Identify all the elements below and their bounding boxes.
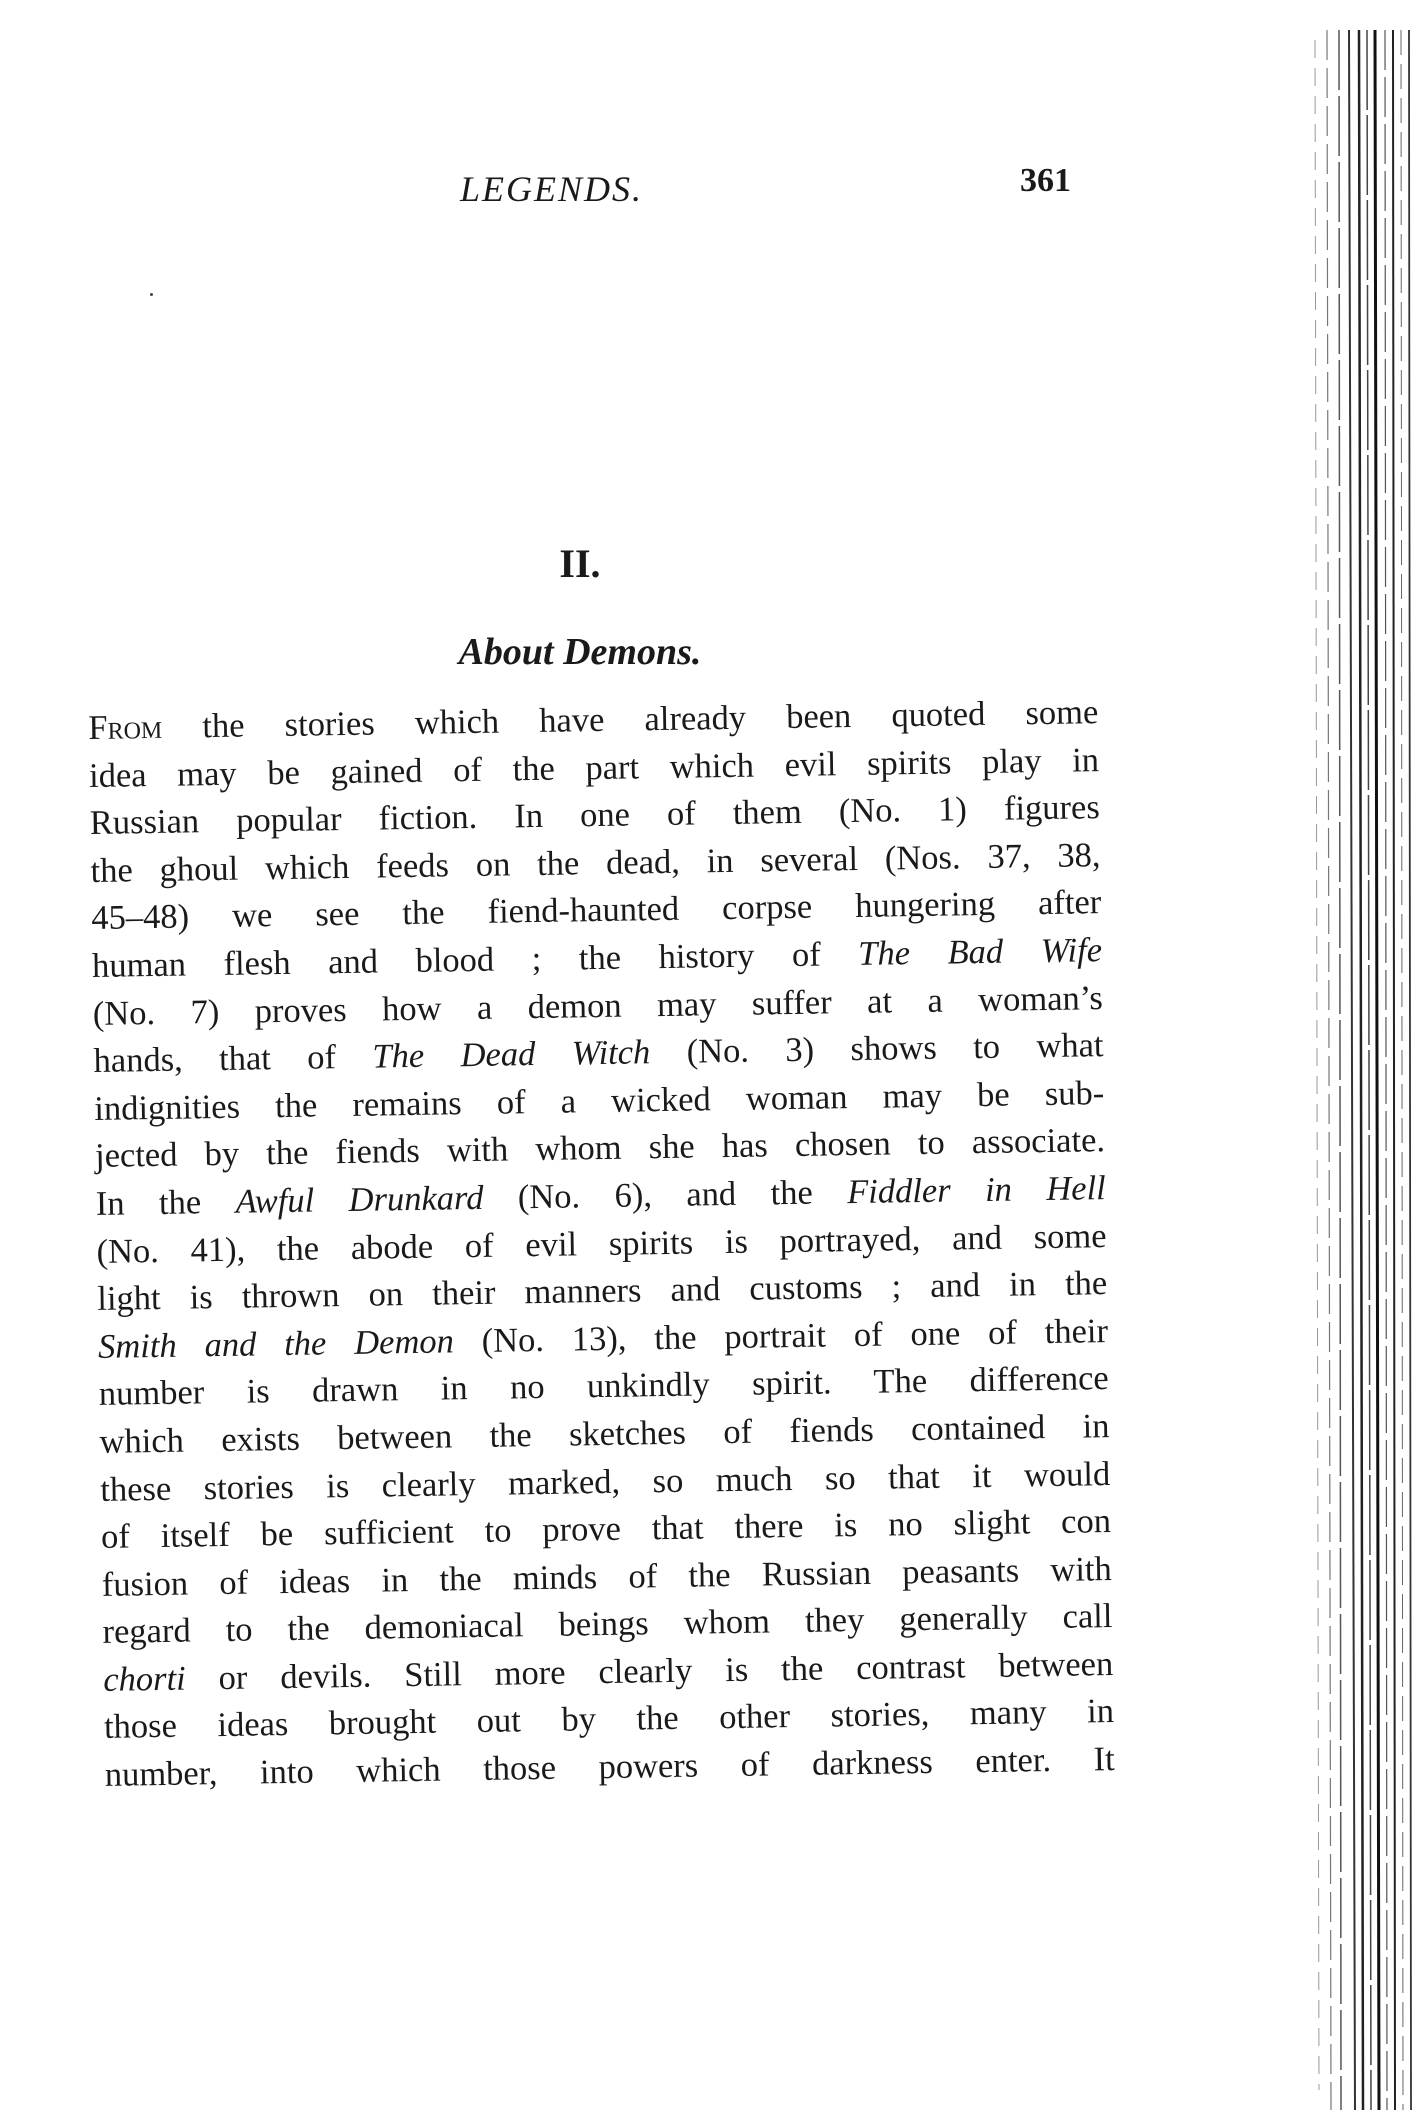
text-line: 45–48) we see the fiend-haunted corpse hungering after xyxy=(91,883,1102,938)
text-line: hands, that of The Dead Witch (No. 3) shows to what xyxy=(93,1026,1104,1081)
text-line: the ghoul which feeds on the dead, in several (Nos. 37, 38, xyxy=(90,835,1101,890)
story-title: Fiddler in Hell xyxy=(846,1169,1107,1212)
body-paragraph xyxy=(88,689,1115,1799)
text-line: regard to the demoniacal beings whom they generally call xyxy=(102,1597,1113,1652)
story-title: The Bad Wife xyxy=(857,931,1103,973)
page-number: 361 xyxy=(1020,162,1071,199)
section-title: About Demons. xyxy=(458,631,702,673)
text-line: In the Awful Drunkard (No. 6), and the Fiddler in Hell xyxy=(95,1169,1107,1223)
text-line: (No. 41), the abode of evil spirits is portrayed, and some xyxy=(96,1216,1107,1271)
text-line: Smith and the Demon (No. 13), the portrait of one of their xyxy=(97,1311,1109,1366)
text-line: light is thrown on their manners and customs ; and in the xyxy=(97,1264,1108,1319)
story-title: Awful Drunkard xyxy=(235,1178,484,1221)
text-line: fusion of ideas in the minds of the Russian peasants with xyxy=(101,1549,1112,1604)
text-line: human flesh and blood ; the history of The Bad Wife xyxy=(91,931,1103,985)
text-line: Russian popular fiction. In one of them (No. 1) figures xyxy=(89,788,1101,843)
section-number: II. xyxy=(559,541,601,586)
foreign-word: chorti xyxy=(103,1659,187,1699)
ink-speck xyxy=(150,293,153,296)
drop-word: From xyxy=(88,707,163,747)
text-line: jected by the fiends with whom she has chosen to associate. xyxy=(94,1121,1106,1176)
text-line: those ideas brought out by the other stories, many in xyxy=(103,1692,1115,1747)
page-edge-shadow xyxy=(1305,30,1417,2110)
story-title: Smith and the Demon xyxy=(97,1322,455,1366)
text-line: (No. 7) proves how a demon may suffer at a woman’s xyxy=(92,978,1104,1033)
text-line: which exists between the sketches of fiends contained in xyxy=(99,1406,1110,1461)
text-line: From the stories which have already been quoted some xyxy=(88,693,1099,747)
story-title: The Dead Witch xyxy=(372,1033,651,1076)
text-line: number is drawn in no unkindly spirit. The difference xyxy=(98,1359,1110,1414)
text-line: of itself be sufficient to prove that there is no slight con xyxy=(100,1502,1112,1556)
text-line: number, into which those powers of darkness enter. It xyxy=(104,1740,1115,1794)
text-line: chorti or devils. Still more clearly is the contrast between xyxy=(103,1644,1114,1699)
text-line: idea may be gained of the part which evil spirits play in xyxy=(88,740,1100,795)
running-head: LEGENDS. xyxy=(460,169,644,209)
text-line: these stories is clearly marked, so much so that it would xyxy=(100,1454,1111,1509)
text-line: indignities the remains of a wicked woman may be sub- xyxy=(94,1073,1105,1128)
